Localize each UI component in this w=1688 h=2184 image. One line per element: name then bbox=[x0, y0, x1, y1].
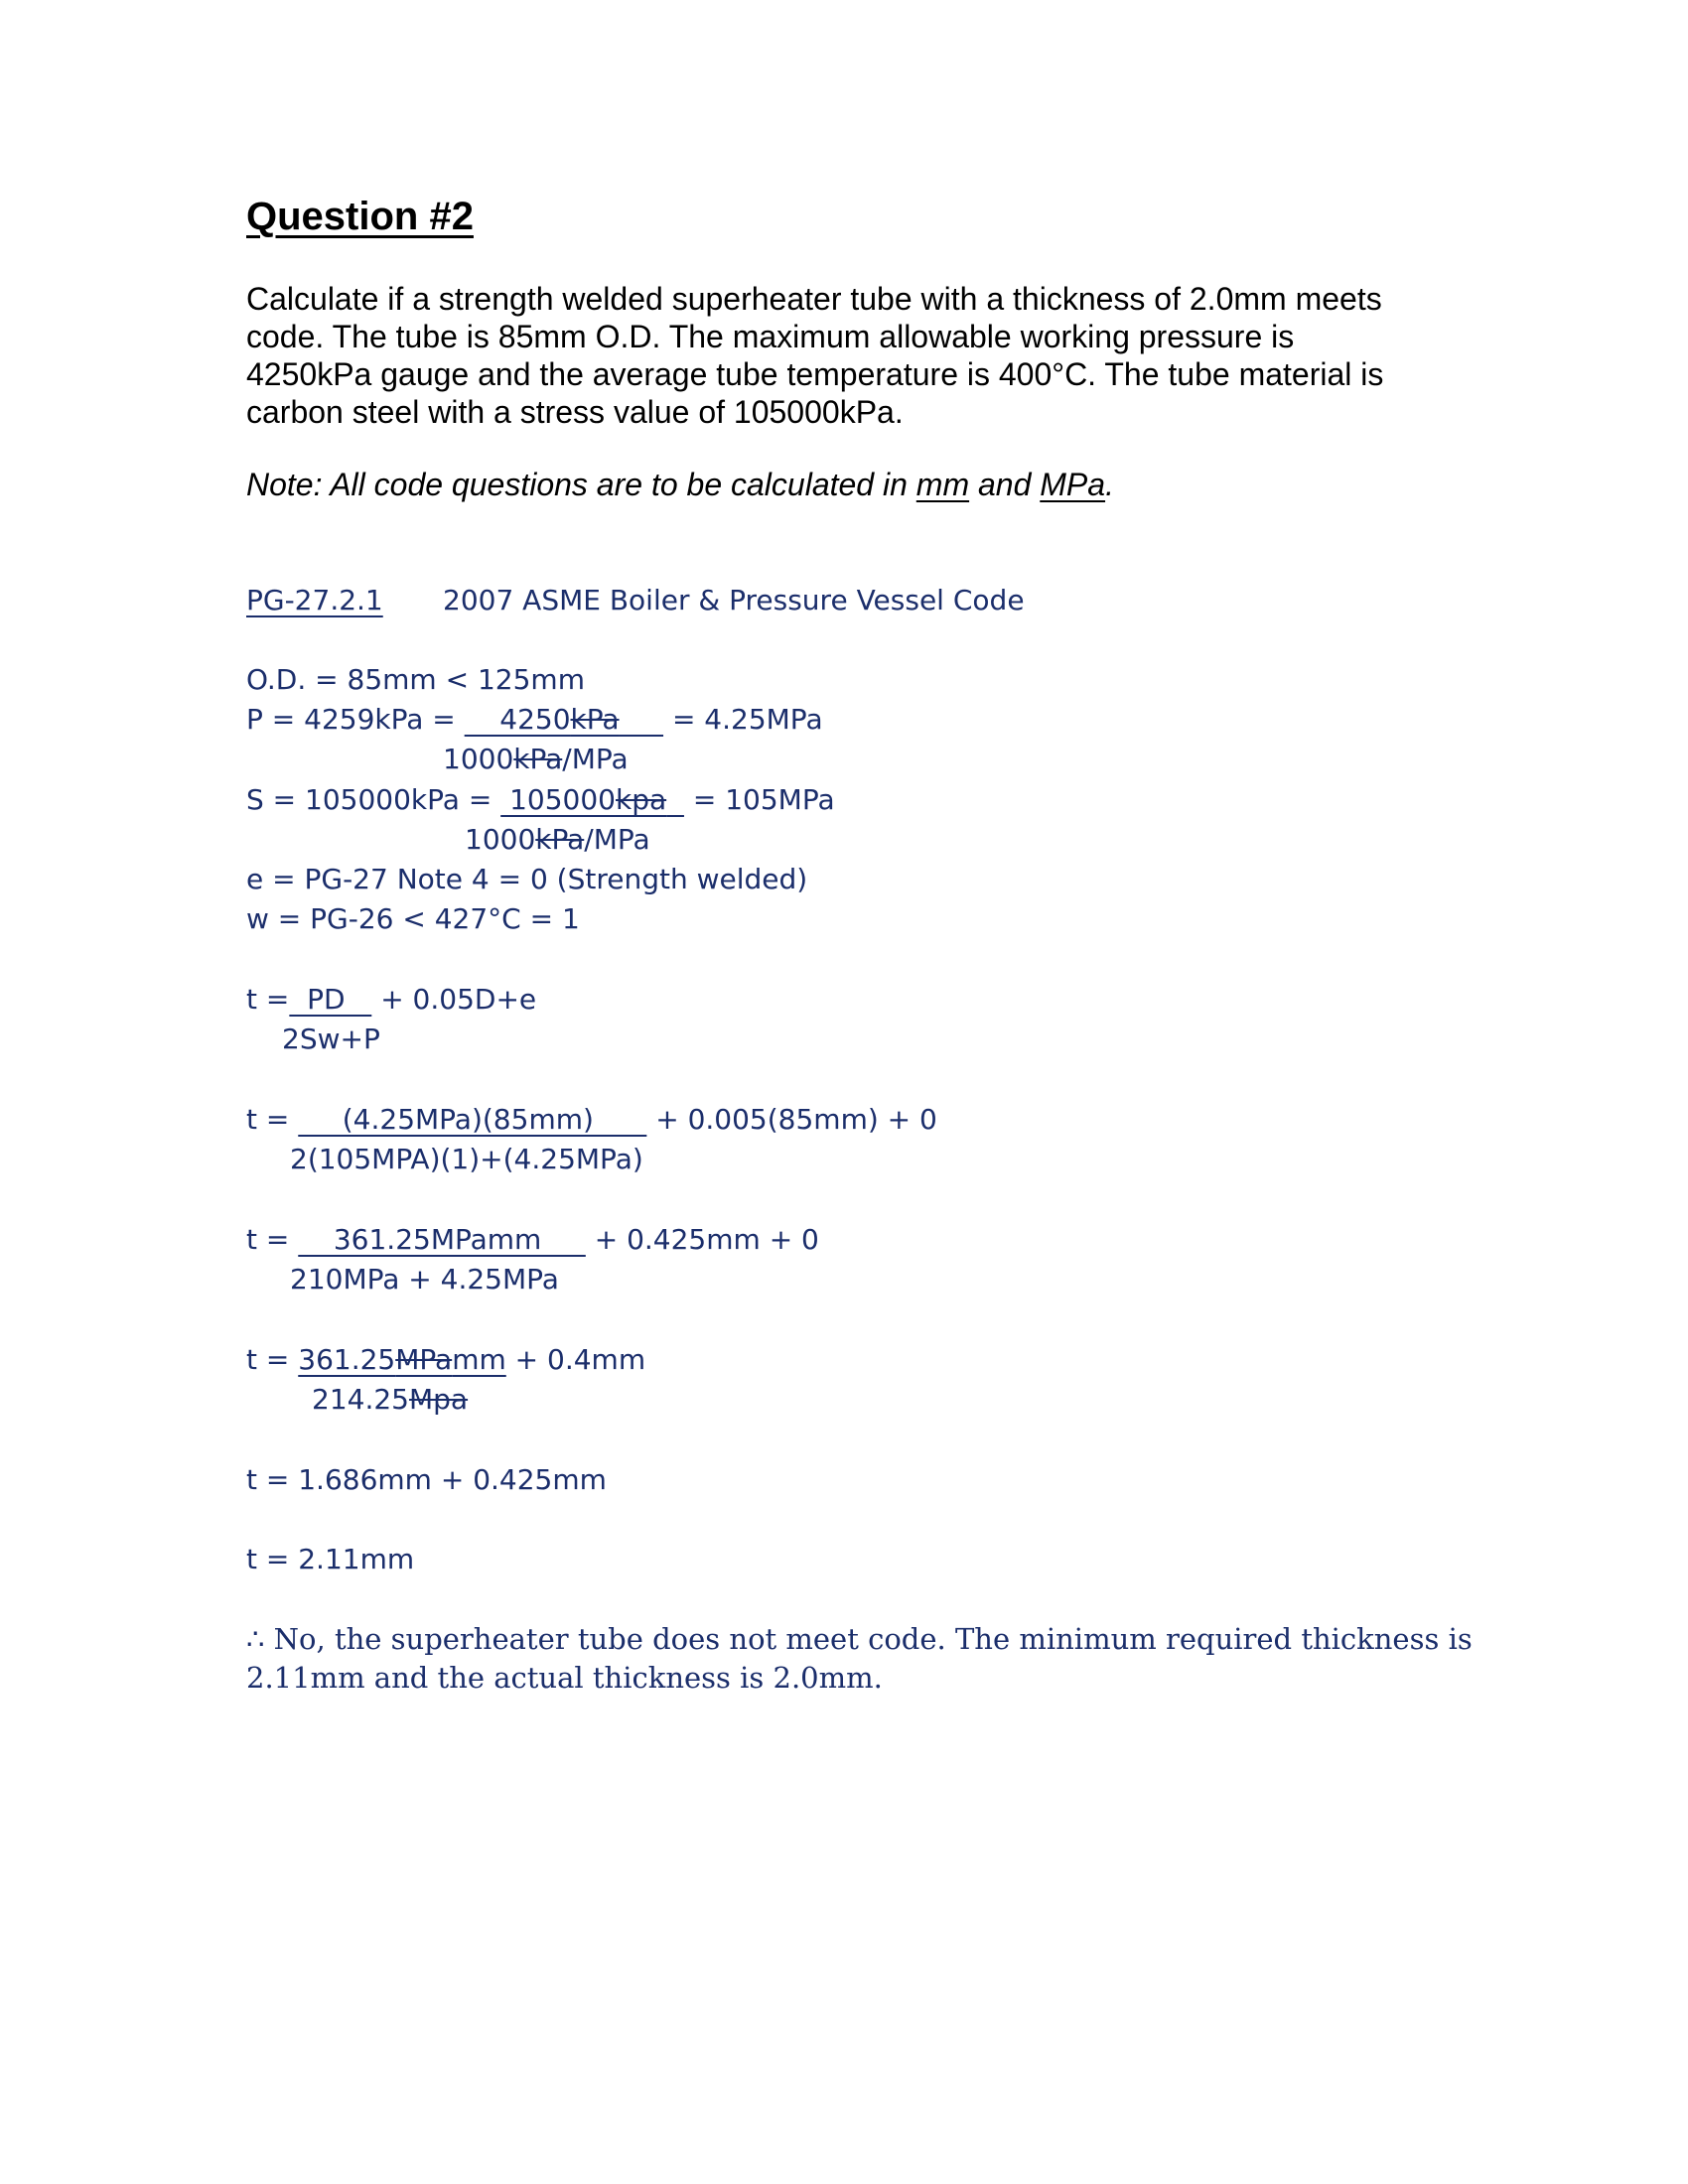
step1-denominator: 2(105MPA)(1)+(4.25MPa) bbox=[290, 1143, 643, 1175]
od-line: O.D. = 85mm < 125mm bbox=[246, 663, 585, 696]
result-line: t = 2.11mm bbox=[246, 1543, 415, 1575]
pressure-denominator: 1000kPa/MPa bbox=[443, 743, 629, 775]
step1-line: t = (4.25MPa)(85mm) + 0.005(85mm) + 0 bbox=[246, 1103, 937, 1136]
code-reference: PG-27.2.1 bbox=[246, 584, 383, 616]
problem-line: carbon steel with a stress value of 105000kPa. bbox=[246, 394, 904, 430]
step2-line: t = 361.25MPamm + 0.425mm + 0 bbox=[246, 1223, 819, 1256]
code-name: 2007 ASME Boiler & Pressure Vessel Code bbox=[443, 584, 1025, 616]
note: Note: All code questions are to be calculated in mm and MPa. bbox=[246, 467, 1114, 502]
step3-line: t = 361.25MPamm + 0.4mm bbox=[246, 1343, 646, 1376]
step4-line: t = 1.686mm + 0.425mm bbox=[246, 1463, 607, 1496]
w-line: w = PG-26 < 427°C = 1 bbox=[246, 902, 580, 935]
step2-denominator: 210MPa + 4.25MPa bbox=[290, 1263, 559, 1296]
conclusion-line: ∴ No, the superheater tube does not meet code. The minimum required thickness is bbox=[246, 1622, 1473, 1656]
pressure-line: P = 4259kPa = 4250kPa = 4.25MPa bbox=[246, 703, 823, 736]
conclusion-line: 2.11mm and the actual thickness is 2.0mm. bbox=[246, 1661, 883, 1695]
problem-line: 4250kPa gauge and the average tube temperature is 400°C. The tube material is bbox=[246, 356, 1384, 392]
step3-denominator: 214.25Mpa bbox=[312, 1383, 469, 1416]
question-title: Question #2 bbox=[246, 195, 474, 238]
formula-line: t = PD + 0.05D+e bbox=[246, 983, 537, 1016]
e-line: e = PG-27 Note 4 = 0 (Strength welded) bbox=[246, 863, 808, 895]
stress-line: S = 105000kPa = 105000kpa = 105MPa bbox=[246, 783, 835, 816]
problem-line: code. The tube is 85mm O.D. The maximum allowable working pressure is bbox=[246, 319, 1295, 354]
problem-line: Calculate if a strength welded superheater tube with a thickness of 2.0mm meets bbox=[246, 281, 1382, 317]
stress-denominator: 1000kPa/MPa bbox=[465, 823, 650, 856]
formula-denominator: 2Sw+P bbox=[282, 1023, 380, 1055]
